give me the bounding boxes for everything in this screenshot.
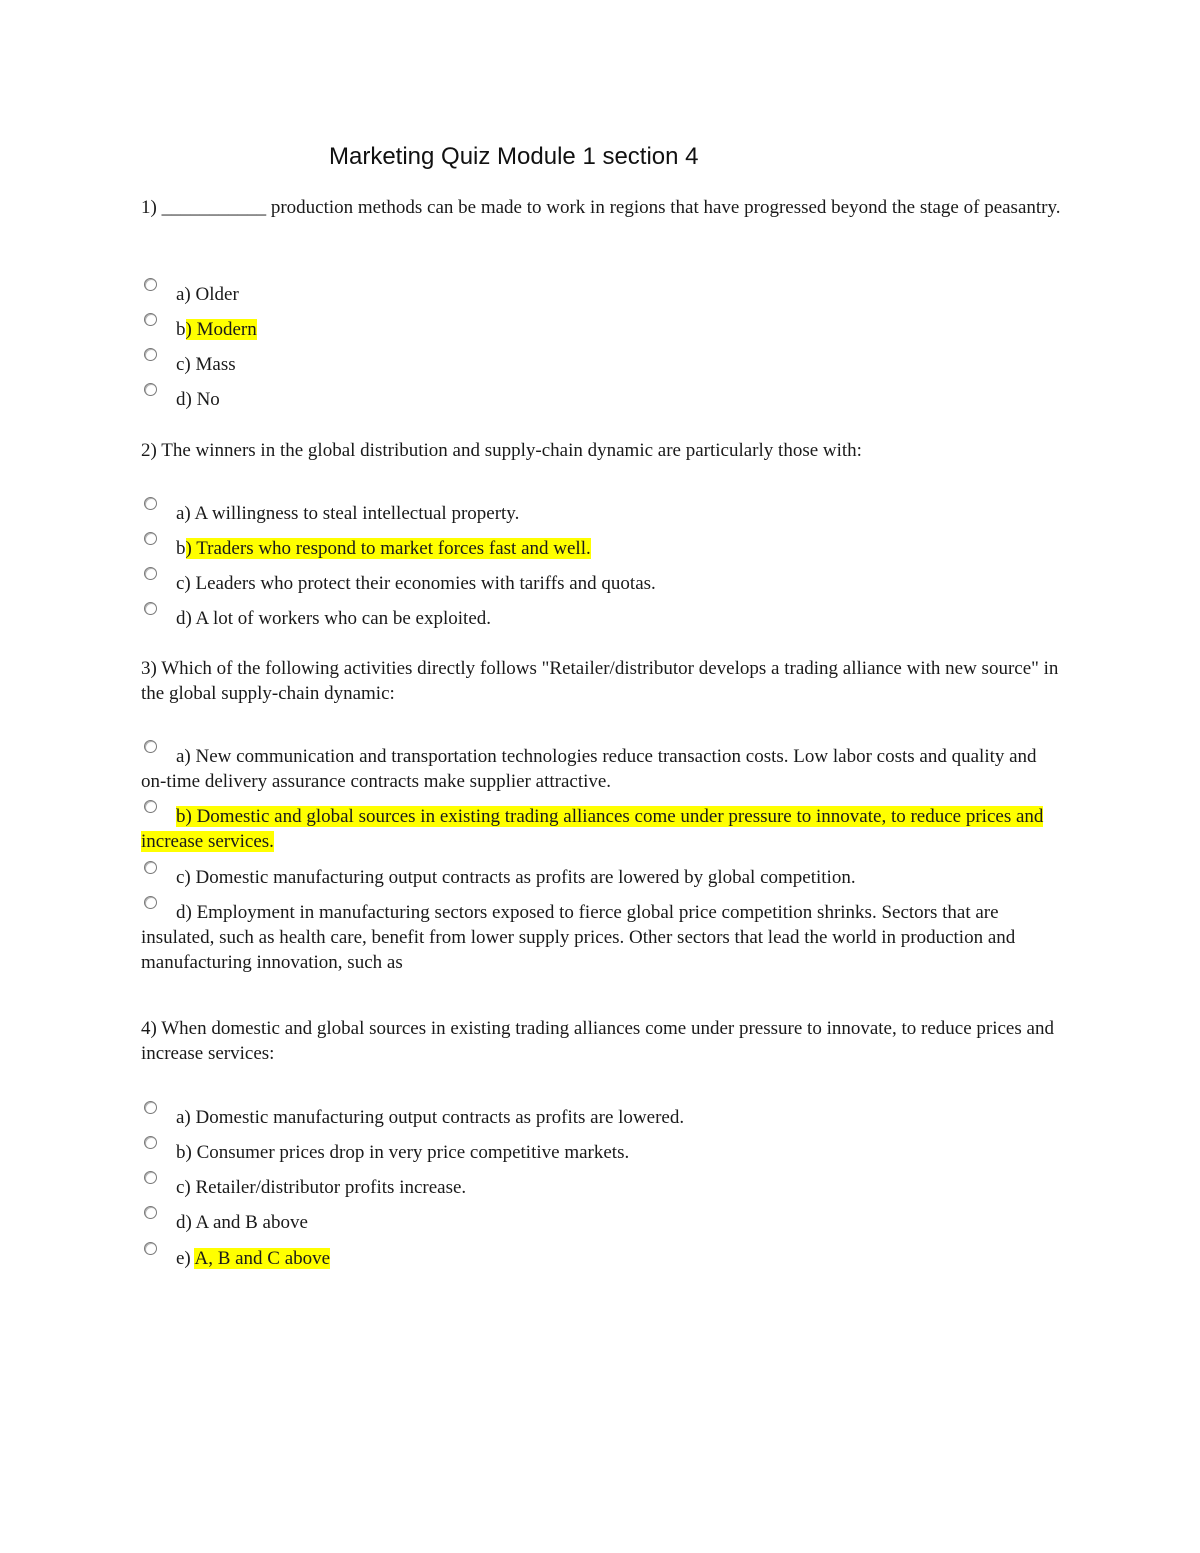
radio-button-icon[interactable] [144,532,157,545]
question-4-option-a[interactable] [141,1105,1061,1130]
option-label: d) A and B above [176,1212,308,1233]
option-highlight: ) Traders who respond to market forces fast and well. [185,538,591,559]
page-title: Marketing Quiz Module 1 section 4 [329,143,699,170]
question-1-option-a[interactable] [141,282,1061,307]
question-1-option-c[interactable] [141,352,1061,377]
radio-button-icon[interactable] [144,1171,157,1184]
question-3-option-b[interactable] [141,804,1061,854]
radio-button-icon[interactable] [144,1136,157,1149]
question-4-option-b[interactable] [141,1140,1061,1165]
question-4-option-e[interactable] [141,1246,1061,1271]
option-label: c) Mass [176,354,236,375]
option-label: a) Older [176,284,239,305]
option-label: b [176,538,186,559]
option-highlight: b) Domestic and global sources in existing trading alliances come under pressure to innovate, to reduce prices and increase services. [141,806,1044,852]
question-4-option-d[interactable] [141,1210,1061,1235]
question-2-option-d[interactable] [141,606,1061,631]
option-label: a) New communication and transportation technologies reduce transaction costs. Low labor costs and quality and on-time delivery assurance contracts make supplier attractive. [141,746,1037,792]
option-label: b [176,319,186,340]
radio-button-icon[interactable] [144,800,157,813]
radio-button-icon[interactable] [144,1101,157,1114]
question-1-option-b[interactable] [141,317,1061,342]
question-2-option-b[interactable] [141,536,1061,561]
radio-button-icon[interactable] [144,497,157,510]
radio-button-icon[interactable] [144,740,157,753]
radio-button-icon[interactable] [144,861,157,874]
radio-button-icon[interactable] [144,313,157,326]
radio-button-icon[interactable] [144,567,157,580]
radio-button-icon[interactable] [144,602,157,615]
question-1-text: 1) ___________ production methods can be made to work in regions that have progressed beyond the stage of peasantry. [141,197,1061,218]
question-4-option-c[interactable] [141,1175,1061,1200]
radio-button-icon[interactable] [144,1242,157,1255]
question-3-text: 3) Which of the following activities directly follows "Retailer/distributor develops a trading alliance with new source" in the global supply-chain dynamic: [141,658,1059,704]
radio-button-icon[interactable] [144,1206,157,1219]
question-2-text: 2) The winners in the global distribution and supply-chain dynamic are particularly those with: [141,440,862,461]
option-label: c) Retailer/distributor profits increase. [176,1177,467,1198]
question-3-option-a[interactable] [141,744,1061,794]
radio-button-icon[interactable] [144,896,157,909]
option-label: c) Leaders who protect their economies with tariffs and quotas. [176,573,656,594]
option-label: e) [176,1248,195,1269]
option-label: a) A willingness to steal intellectual property. [176,503,520,524]
radio-button-icon[interactable] [144,278,157,291]
question-1-option-d[interactable] [141,387,1061,412]
question-2-option-c[interactable] [141,571,1061,596]
question-3-option-d[interactable] [141,900,1061,975]
question-4-text: 4) When domestic and global sources in existing trading alliances come under pressure to innovate, to reduce prices and increase services: [141,1018,1054,1064]
question-3-option-c[interactable] [141,865,1061,890]
radio-button-icon[interactable] [144,348,157,361]
option-label: c) Domestic manufacturing output contracts as profits are lowered by global competition. [176,867,856,888]
option-label: a) Domestic manufacturing output contracts as profits are lowered. [176,1107,685,1128]
option-highlight: A, B and C above [194,1248,331,1269]
option-highlight: ) Modern [185,319,257,340]
option-label: d) No [176,389,220,410]
option-label: b) Consumer prices drop in very price competitive markets. [176,1142,630,1163]
option-label: d) Employment in manufacturing sectors exposed to fierce global price competition shrinks. Sectors that are insulated, such as health care, benefit from lower supply prices. Other sectors that lead the world in production and manufacturing innovation, such as [141,902,1016,973]
radio-button-icon[interactable] [144,383,157,396]
question-2-option-a[interactable] [141,501,1061,526]
option-label: d) A lot of workers who can be exploited. [176,608,492,629]
